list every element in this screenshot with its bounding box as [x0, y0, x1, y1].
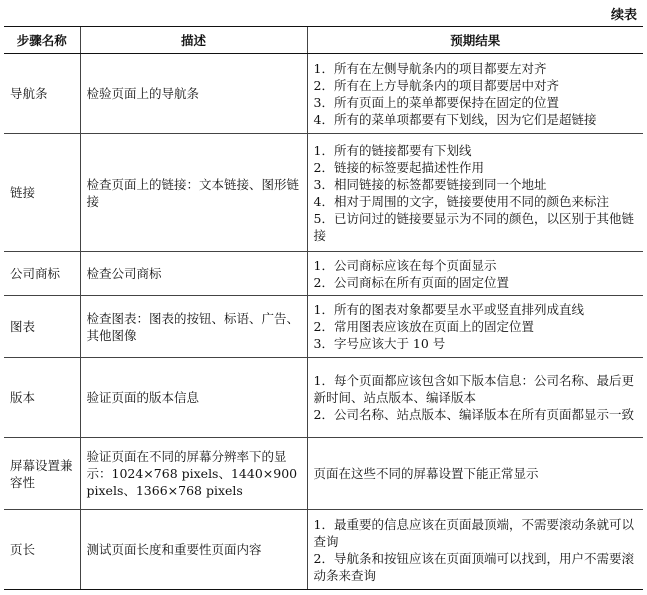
step-description: 检查页面上的链接：文本链接、图形链接 [80, 134, 307, 252]
expected-result [307, 252, 643, 296]
table-row [4, 296, 643, 358]
expected-result [307, 54, 643, 134]
step-description: 检验页面上的导航条 [80, 54, 307, 134]
result-item: 5．已访问过的链接要显示为不同的颜色，以区别于其他链接 [313, 210, 634, 243]
result-item: 1．公司商标应该在每个页面显示 [313, 257, 497, 273]
result-item: 2．所有在上方导航条内的项目都要居中对齐 [313, 77, 559, 93]
result-item: 1．最重要的信息应该在页面最顶端，不需要滚动条就可以查询 [313, 516, 634, 549]
header-step-name: 步骤名称 [4, 27, 80, 54]
result-item: 2．公司商标在所有页面的固定位置 [313, 274, 509, 290]
step-name: 屏幕设置兼容性 [4, 438, 80, 510]
expected-result [307, 438, 643, 510]
step-description: 验证页面在不同的屏幕分辨率下的显示：1024×768 pixels、1440×900 pixels、1366×768 pixels [80, 438, 307, 510]
result-item: 2．公司名称、站点版本、编译版本在所有页面都显示一致 [313, 407, 634, 422]
result-item: 3．所有页面上的菜单都要保持在固定的位置 [313, 94, 559, 110]
result-item: 4．相对于周围的文字，链接要使用不同的颜色来标注 [313, 193, 609, 209]
result-item: 2．链接的标签要起描述性作用 [313, 159, 484, 175]
step-name: 图表 [4, 296, 80, 358]
step-description: 检查公司商标 [80, 252, 307, 296]
step-name: 版本 [4, 358, 80, 438]
expected-result [307, 296, 643, 358]
step-description: 测试页面长度和重要性页面内容 [80, 510, 307, 590]
header-expected-result: 预期结果 [307, 27, 643, 54]
table-header-row [4, 27, 643, 54]
table-row [4, 134, 643, 252]
expected-result [307, 134, 643, 252]
table-row [4, 252, 643, 296]
result-item: 3．字号应该大于 10 号 [313, 336, 446, 351]
expected-result [307, 510, 643, 590]
result-item: 1．所有的链接都要有下划线 [313, 142, 472, 158]
result-item: 1．所有在左侧导航条内的项目都要左对齐 [313, 60, 547, 76]
result-item: 4．所有的菜单项都要有下划线，因为它们是超链接 [313, 111, 597, 127]
continuation-label: 续表 [610, 8, 637, 23]
result-item: 1．每个页面都应该包含如下版本信息：公司名称、最后更新时间、站点版本、编译版本 [313, 373, 634, 405]
expected-result [307, 358, 643, 438]
step-description: 验证页面的版本信息 [80, 358, 307, 438]
result-item: 3．相同链接的标签都要链接到同一个地址 [313, 176, 547, 192]
step-name: 页长 [4, 510, 80, 590]
result-item: 1．所有的图表对象都要呈水平或竖直排列成直线 [313, 302, 584, 317]
step-description: 检查图表：图表的按钮、标语、广告、其他图像 [80, 296, 307, 358]
step-name: 导航条 [4, 54, 80, 134]
test-steps-table [4, 26, 643, 590]
table-row [4, 358, 643, 438]
step-name: 公司商标 [4, 252, 80, 296]
result-item: 2．导航条和按钮应该在页面顶端可以找到，用户不需要滚动条来查询 [313, 550, 634, 583]
step-name: 链接 [4, 134, 80, 252]
result-item: 页面在这些不同的屏幕设置下能正常显示 [313, 466, 539, 481]
table-row [4, 438, 643, 510]
result-item: 2．常用图表应该放在页面上的固定位置 [313, 319, 534, 334]
table-row [4, 54, 643, 134]
header-description: 描述 [80, 27, 307, 54]
table-row [4, 510, 643, 590]
